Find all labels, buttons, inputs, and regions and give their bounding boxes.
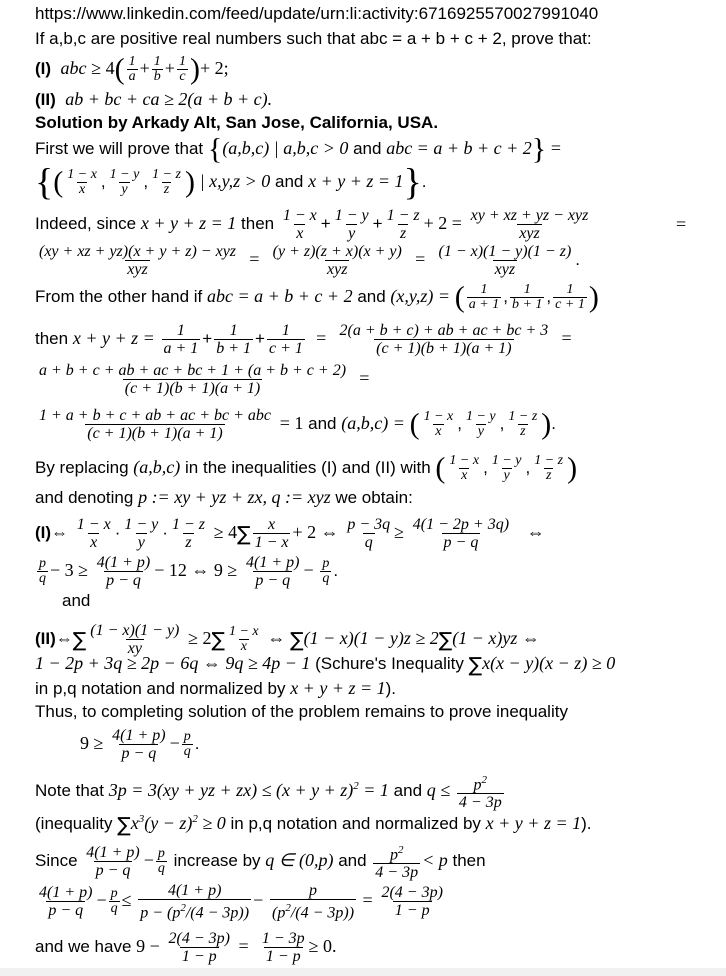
line-and: and — [62, 591, 91, 610]
line-since: Since $\frac{4(1 + p)}{p - q}$ − $\frac{p}{q}$ increase by q ∈ (0,p) and $\frac{p^2}{4 - 3p}$ < p then — [35, 844, 486, 882]
line-II-equiv: (II)⇔∑ $\frac{(1 - x)(1 - y)}{xy}$ ≥ 2∑ $\frac{1 - x}{x}$ ⇔ ∑(1 − x)(1 − y)z ≥ 2∑(1 − x)yz ⇔ — [35, 622, 540, 657]
part1-label: (I) — [35, 58, 52, 78]
part2-expr: ab + bc + ca ≥ 2(a + b + c). — [65, 89, 273, 109]
url-line[interactable]: https://www.linkedin.com/feed/update/urn:li:activity:6716925570027991040 — [35, 4, 599, 23]
line-I-equiv: (I)⇔ $\frac{1 - x}{x}$ · $\frac{1 - y}{y}$ · $\frac{1 - z}{z}$ ≥ 4∑ $\frac{x}{1 - x}$ + 2 ⇔ $\frac{p - 3q}{q}$ ≥ $\frac{4(1 - 2p + 3q)}{p - q}$ ⇔ — [35, 516, 545, 551]
line-schur: 1 − 2p + 3q ≥ 2p − 6q ⇔ 9q ≥ 4p − 1 (Schure's Inequality ∑x(x − y)(x − z) ≥ 0 — [35, 652, 616, 677]
line-bound: $\frac{4(1 + p)}{p - q}$ − $\frac{p}{q}$ ≤ $\frac{4(1 + p)}{p - (p^2/(4 - 3p))}$ − $\frac{p}{(p^2/(4 - 3p))}$ = $\frac{2(4 - 3p)}{1 - p}$ — [39, 882, 443, 922]
line-note: Note that 3p = 3(xy + yz + $zx) \le (x + y + z)^2 = 1$ and q ≤ $\frac{p^2}{4 - 3p}$ — [35, 774, 502, 812]
line-sum-1: $\frac{a + b + c + ab + ac + bc + 1 + (a + b + c + 2)}{(c + 1)(b + 1)(a + 1)}$ = — [39, 362, 370, 397]
problem-part-1: (I) abc ≥ 4( $\frac{1}{a}$ + $\frac{1}{b}$ + $\frac{1}{c}$ )+ 2; — [35, 52, 229, 86]
line-target-ineq: 9 ≥ $\frac{4(1 + p)}{p - q}$ − $\frac{p}{q}$ . — [80, 727, 200, 762]
intro-text: If a,b,c are positive real numbers such that abc = a + b + c + 2, prove that: — [35, 29, 592, 48]
line-first-prove: First we will prove that {(a,b,c) | a,b,c > 0 and abc = a + b + c + 2} = — [35, 132, 562, 166]
line-I-equiv-2: $\frac{p}{q}$ − 3 ≥ $\frac{4(1 + p)}{p - q}$ − 12 ⇔ 9 ≥ $\frac{4(1 + p)}{p - q}$ − $\frac{p}{q}$ . — [39, 554, 339, 589]
line-replacing: By replacing (a,b,c) in the inequalities (I) and (II) with ( $\frac{1 - x}{x}$ , $\frac{1 - y}{y}$ , $\frac{1 - z}{z}$ ) — [35, 451, 578, 485]
line-sum-2: $\frac{\text{1 + a + b + c + ab + ac + bc + abc}}{(c + 1)(b + 1)(a + 1)}$ = 1 and (a,b,c) = ( $\frac{1 - x}{x}$ , $\frac{1 - y}{y}$ , $\frac{1 - z}{z}$ ). — [39, 407, 557, 442]
line-denoting: and denoting p := xy + yz + zx, q := xyz we obtain: — [35, 487, 413, 507]
line-then-xyz: then x + y + z = $\frac{1}{a + 1}$ + $\frac{1}{b + 1}$ + $\frac{1}{c + 1}$ = $\frac{2(a + b + c) + ab + ac + bc + 3}{(c + 1)(b + 1)(a + 1)}$ = — [35, 322, 572, 357]
line-indeed: Indeed, since x + y + z = 1 then $\frac{1 - x}{x}$ + $\frac{1 - y}{y}$ + $\frac{1 - z}{z}$ + 2 = $\frac{\text{xy + xz + yz − xyz}}{\text{xyz}}$ — [35, 207, 589, 242]
line-thus: Thus, to completing solution of the problem remains to prove inequality — [35, 702, 568, 721]
problem-intro — [35, 28, 592, 50]
solution-title: Solution by Arkady Alt, San Jose, California, USA. — [35, 113, 439, 132]
line-indeed-2: $\frac{\text{(xy + xz + yz)(x + y + z) − xyz}}{\text{xyz}}$ = $\frac{(y + z)(z + x)(x + y)}{\text{xyz}}$ = $\frac{(1 - x)(1 - y)(1 - z)}{\text{xyz}}$ . — [39, 243, 581, 278]
bottom-bar — [0, 968, 726, 976]
problem-part-2 — [35, 88, 272, 111]
line-set: {( $\frac{1 - x}{x}$ , $\frac{1 - y}{y}$ , $\frac{1 - z}{z}$ ) | x,y,z > 0 and x + y + z = 1}. — [35, 161, 427, 204]
eq-sign: = — [676, 214, 687, 234]
line-we-have: and we have 9 − $\frac{2(4 - 3p)}{1 - p}$ = $\frac{1 - 3p}{1 - p}$ ≥ 0. — [35, 930, 337, 965]
line-ineq-note: (inequality $\sum x^3(y - z)^2 \ge 0$ in p,q notation and normalized by x + y + z = 1). — [35, 812, 592, 837]
part2-label: (II) — [35, 90, 56, 109]
line-pq-norm: in p,q notation and normalized by x + y + z = 1). — [35, 678, 397, 698]
line-other-hand: From the other hand if abc = a + b + c + 2 and (x,y,z) = ( $\frac{1}{a + 1}$ , $\frac{1}{b + 1}$ , $\frac{1}{c + 1}$ ) — [35, 280, 599, 314]
